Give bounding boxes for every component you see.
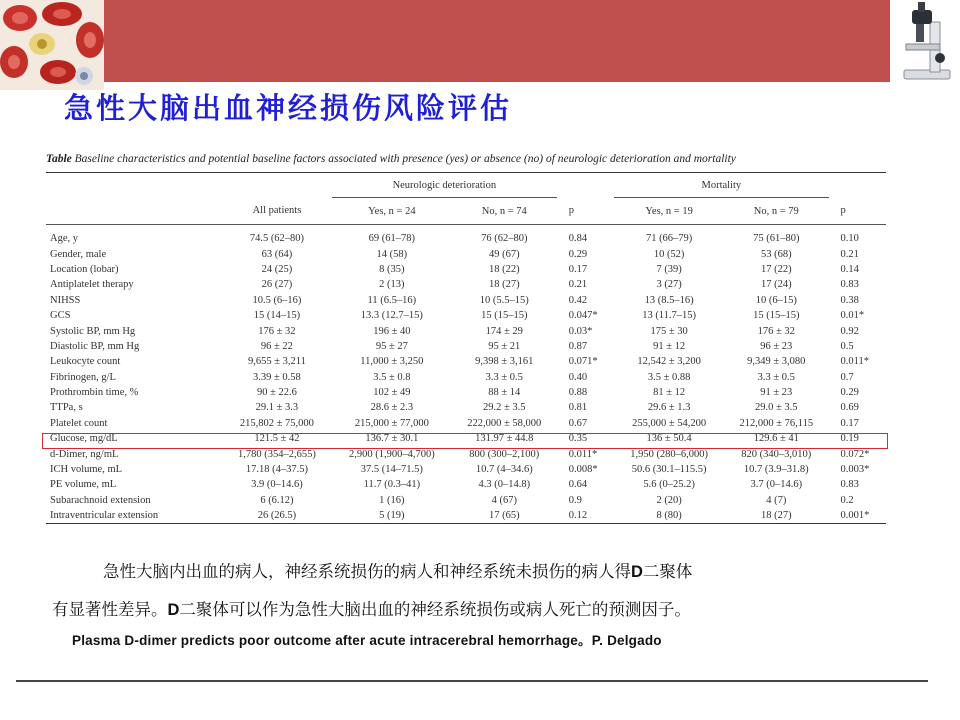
table-cell: 3 (27)	[656, 279, 682, 291]
table-cell: 17 (65)	[452, 508, 557, 524]
table-row	[46, 262, 886, 277]
table-body	[46, 231, 886, 524]
table-cell: 95 ± 27	[375, 340, 408, 352]
table-cell: 215,802 ± 75,000	[239, 417, 314, 429]
platelet-row-highlight	[42, 433, 888, 449]
row-label: PE volume, mL	[50, 479, 117, 491]
column-header: p	[829, 198, 887, 225]
table-cell: 50.6 (30.1–115.5)	[631, 464, 707, 476]
table-row	[46, 293, 886, 308]
table-cell: 96 ± 23	[760, 340, 793, 352]
table-cell: 10.7 (3.9–31.8)	[743, 464, 809, 476]
table-cell: 3.3 ± 0.5	[485, 371, 523, 383]
table-row	[46, 370, 886, 385]
table-row	[46, 354, 886, 369]
row-label: Prothrombin time, %	[50, 387, 139, 399]
row-label: Leukocyte count	[50, 356, 121, 368]
table-cell: 0.29	[840, 387, 859, 399]
table-cell: 14 (58)	[376, 248, 408, 260]
table-cell: 6 (6.12)	[260, 494, 294, 506]
group-header-mortality: Mortality	[614, 173, 828, 198]
table-cell: 121.5 ± 42	[254, 433, 300, 445]
table-cell: 18 (22)	[488, 263, 520, 275]
table-cell: 11,000 ± 3,250	[360, 356, 424, 368]
table-cell: 91 ± 12	[653, 340, 686, 352]
baseline-table	[46, 172, 886, 524]
table-cell: 10 (6–15)	[755, 294, 797, 306]
table-header-empty	[829, 173, 887, 198]
table-cell: 0.008*	[568, 464, 598, 476]
table-cell: 0.21	[568, 279, 588, 291]
table-cell: 96 ± 22	[260, 340, 293, 352]
table-cell: 0.83	[840, 279, 859, 291]
table-row	[46, 462, 886, 477]
table-cell: 8 (80)	[614, 508, 724, 524]
table-cell: 0.072*	[840, 448, 870, 460]
table-cell: 10.5 (6–16)	[252, 294, 302, 306]
table-caption	[46, 152, 886, 166]
table-cell: 12,542 ± 3,200	[637, 356, 701, 368]
table-cell: 0.071*	[568, 356, 598, 368]
table-cell: 0.38	[840, 294, 859, 306]
table-cell: 53 (68)	[760, 248, 792, 260]
table-cell: 0.92	[840, 325, 859, 337]
row-label: TTPa, s	[50, 402, 83, 414]
table-cell: 63 (64)	[261, 248, 293, 260]
row-label: Platelet count	[50, 417, 108, 429]
table-group-header-row	[46, 173, 886, 198]
table-column-header-row	[46, 198, 886, 225]
table-cell: 174 ± 29	[485, 325, 523, 337]
table-cell: 212,000 ± 76,115	[739, 417, 814, 429]
table-cell: 11 (6.5–16)	[367, 294, 417, 306]
table-cell: 3.39 ± 0.58	[253, 371, 301, 383]
table-cell: 0.69	[840, 402, 859, 414]
table-cell: 2 (20)	[656, 494, 682, 506]
table-cell: 0.12	[557, 508, 614, 524]
table-cell: 26 (26.5)	[222, 508, 332, 524]
row-label: GCS	[50, 310, 71, 322]
table-header-empty	[222, 173, 332, 198]
table-cell: 88 ± 14	[488, 387, 521, 399]
table-caption-text: Baseline characteristics and potential baseline factors associated with presence (yes) or absence (no) of neurologic deterioration and mortality	[74, 153, 736, 165]
summary-line-1-d: D	[631, 563, 643, 581]
row-label: Age, y	[50, 233, 78, 245]
table-cell: 222,000 ± 58,000	[467, 417, 542, 429]
table-cell: 15 (14–15)	[253, 310, 301, 322]
row-label: Systolic BP, mm Hg	[50, 325, 136, 337]
table-cell: 820 (340–3,010)	[741, 448, 812, 460]
table-cell: 5.6 (0–25.2)	[643, 479, 695, 491]
table-header-empty	[557, 173, 614, 198]
table-cell: 131.97 ± 44.8	[475, 433, 534, 445]
summary-line-1-text-b: 二聚体	[642, 562, 693, 581]
column-header: Yes, n = 19	[614, 198, 724, 225]
table-caption-label: Table	[46, 153, 72, 165]
table-cell: 26 (27)	[261, 279, 293, 291]
blood-cells-icon	[0, 0, 104, 90]
table-cell: 129.6 ± 41	[753, 433, 799, 445]
table-row	[46, 231, 886, 246]
table-cell: 3.3 ± 0.5	[757, 371, 795, 383]
table-cell: 13 (11.7–15)	[642, 310, 697, 322]
table-cell: 0.87	[568, 340, 588, 352]
table-cell: 49 (67)	[488, 248, 520, 260]
table-cell: 4.3 (0–14.8)	[478, 479, 531, 491]
table-cell: 136 ± 50.4	[646, 433, 692, 445]
slide-title: 急性大脑出血神经损伤风险评估	[64, 91, 513, 125]
table-row	[46, 477, 886, 492]
summary-line-2-text-a: 有显著性差异。	[52, 600, 168, 619]
table-header-empty	[46, 173, 222, 198]
table-row	[46, 277, 886, 292]
summary-line-2-d: D	[167, 601, 180, 619]
table-cell: 800 (300–2,100)	[469, 448, 540, 460]
table-cell: 91 ± 23	[760, 387, 793, 399]
table-cell: 69 (61–78)	[368, 233, 416, 245]
table-cell: 0.001*	[829, 508, 887, 524]
row-label: Subarachnoid extension	[50, 494, 151, 506]
table-cell: 5 (19)	[332, 508, 452, 524]
table-cell: 17 (22)	[760, 263, 792, 275]
table-cell: 28.6 ± 2.3	[370, 402, 414, 414]
table-cell: 215,000 ± 77,000	[354, 417, 429, 429]
table-cell: 3.5 ± 0.8	[373, 371, 411, 383]
table-cell: 18 (27)	[724, 508, 828, 524]
table-row	[46, 400, 886, 415]
row-label: Antiplatelet therapy	[50, 279, 134, 291]
table-cell: 0.83	[840, 479, 859, 491]
table-cell: 1 (16)	[379, 494, 405, 506]
column-header: No, n = 79	[724, 198, 828, 225]
header-banner	[104, 0, 890, 82]
summary-line-1-text-a: 急性大脑内出血的病人，神经系统损伤的病人和神经系统未损伤的病人得	[103, 562, 631, 581]
group-header-neurologic: Neurologic deterioration	[332, 173, 557, 198]
table-cell: 3.9 (0–14.6)	[251, 479, 303, 491]
table-cell: 0.17	[840, 417, 859, 429]
table-cell: 0.84	[568, 233, 588, 245]
table-cell: 0.64	[568, 479, 588, 491]
table-cell: 75 (61–80)	[753, 233, 800, 245]
table-cell: 196 ± 40	[373, 325, 411, 337]
column-header: Yes, n = 24	[332, 198, 452, 225]
summary-line-1	[103, 558, 943, 582]
table-cell: 2 (13)	[379, 279, 405, 291]
table-row	[46, 508, 886, 524]
table-cell: 0.011*	[568, 448, 598, 460]
table-row	[46, 323, 886, 338]
table-cell: 17 (24)	[760, 279, 792, 291]
table-cell: 7 (39)	[656, 263, 682, 275]
row-label: ICH volume, mL	[50, 464, 123, 476]
column-header: All patients	[222, 198, 332, 225]
table-cell: 24 (25)	[261, 263, 293, 275]
table-cell: 0.011*	[840, 356, 869, 368]
table-cell: 13 (8.5–16)	[644, 294, 694, 306]
reference-citation: Plasma D-dimer predicts poor outcome after acute intracerebral hemorrhage。P. Delgado	[72, 633, 662, 648]
table-cell: 81 ± 12	[653, 387, 686, 399]
row-label: Glucose, mg/dL	[50, 433, 118, 445]
table-cell: 15 (15–15)	[481, 310, 528, 322]
row-label: d-Dimer, ng/mL	[50, 448, 119, 460]
table-row	[46, 416, 886, 431]
row-label: Fibrinogen, g/L	[50, 371, 116, 383]
table-cell: 29.1 ± 3.3	[255, 402, 299, 414]
table-cell: 176 ± 32	[258, 325, 296, 337]
table-cell: 10 (5.5–15)	[479, 294, 529, 306]
table-cell: 90 ± 22.6	[256, 387, 297, 399]
table-cell: 9,655 ± 3,211	[248, 356, 306, 368]
table-cell: 2,900 (1,900–4,700)	[348, 448, 435, 460]
row-label: Location (lobar)	[50, 263, 119, 275]
table-cell: 0.29	[568, 248, 588, 260]
table-cell: 0.40	[568, 371, 588, 383]
table-cell: 0.67	[568, 417, 588, 429]
table-cell: 11.7 (0.3–41)	[363, 479, 421, 491]
table-cell: 9,349 ± 3,080	[747, 356, 806, 368]
table-cell: 13.3 (12.7–15)	[360, 310, 423, 322]
table-cell: 102 ± 49	[373, 387, 411, 399]
table-cell: 76 (62–80)	[481, 233, 528, 245]
table-cell: 0.10	[840, 233, 859, 245]
table-cell: 4 (67)	[491, 494, 517, 506]
table-row	[46, 493, 886, 508]
table-row	[46, 339, 886, 354]
table-cell: 176 ± 32	[757, 325, 795, 337]
table-cell: 0.01*	[840, 310, 865, 322]
table-cell: 0.17	[568, 263, 588, 275]
column-header: No, n = 74	[452, 198, 557, 225]
table-cell: 29.2 ± 3.5	[483, 402, 526, 414]
column-header	[46, 198, 222, 225]
table-row	[46, 385, 886, 400]
row-label: Intraventricular extension	[46, 508, 222, 524]
table-cell: 0.2	[840, 494, 854, 506]
table-cell: 4 (7)	[766, 494, 787, 506]
table-cell: 74.5 (62–80)	[249, 233, 305, 245]
table-cell: 175 ± 30	[650, 325, 688, 337]
table-cell: 0.9	[568, 494, 582, 506]
table-cell: 0.047*	[568, 310, 598, 322]
table-cell: 9,398 ± 3,161	[475, 356, 534, 368]
table-cell: 0.35	[568, 433, 588, 445]
row-label: Gender, male	[50, 248, 107, 260]
table-cell: 0.88	[568, 387, 588, 399]
table-cell: 0.14	[840, 263, 859, 275]
table-cell: 95 ± 21	[488, 340, 521, 352]
summary-line-2	[52, 596, 892, 620]
row-label: Diastolic BP, mm Hg	[50, 340, 140, 352]
table-cell: 0.5	[840, 340, 854, 352]
baseline-table-section	[46, 152, 886, 524]
table-cell: 0.003*	[840, 464, 870, 476]
summary-line-2-text-b: 二聚体可以作为急性大脑出血的神经系统损伤或病人死亡的预测因子。	[179, 600, 691, 619]
table-cell: 136.7 ± 30.1	[365, 433, 419, 445]
table-cell: 10 (52)	[653, 248, 685, 260]
table-cell: 0.81	[568, 402, 588, 414]
table-cell: 10.7 (4–34.6)	[475, 464, 533, 476]
table-cell: 3.7 (0–14.6)	[750, 479, 803, 491]
table-cell: 18 (27)	[488, 279, 520, 291]
table-cell: 0.19	[840, 433, 859, 445]
table-cell: 29.0 ± 3.5	[755, 402, 798, 414]
table-cell: 29.6 ± 1.3	[647, 402, 691, 414]
table-cell: 0.21	[840, 248, 859, 260]
table-cell: 0.7	[840, 371, 854, 383]
table-cell: 71 (66–79)	[645, 233, 693, 245]
table-row	[46, 246, 886, 261]
footer-divider	[16, 680, 928, 682]
table-cell: 0.42	[568, 294, 588, 306]
table-cell: 1,780 (354–2,655)	[238, 448, 316, 460]
table-cell: 37.5 (14–71.5)	[360, 464, 423, 476]
table-cell: 15 (15–15)	[753, 310, 800, 322]
column-header: p	[557, 198, 614, 225]
table-cell: 1,950 (280–6,000)	[630, 448, 709, 460]
table-cell: 255,000 ± 54,200	[632, 417, 707, 429]
table-row	[46, 308, 886, 323]
row-label: NIHSS	[50, 294, 81, 306]
table-cell: 17.18 (4–37.5)	[245, 464, 308, 476]
microscope-icon	[890, 0, 960, 84]
table-cell: 0.03*	[568, 325, 593, 337]
table-cell: 3.5 ± 0.88	[647, 371, 691, 383]
table-cell: 8 (35)	[379, 263, 405, 275]
